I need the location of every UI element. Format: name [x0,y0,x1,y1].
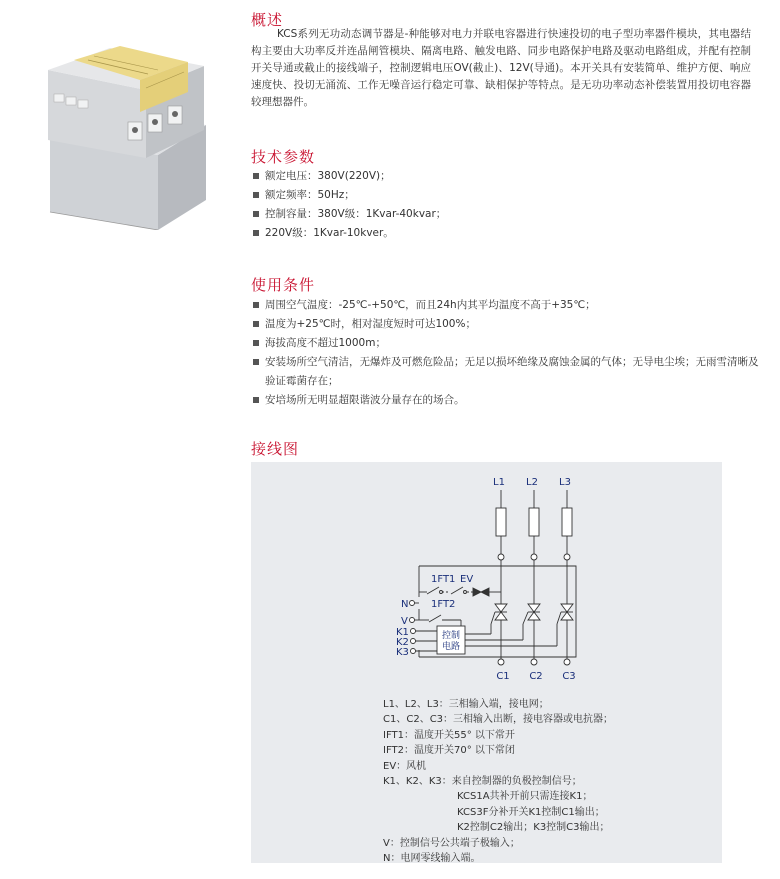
terminal-n-label: N [401,599,409,610]
terminal-k3-label: K3 [396,647,409,658]
control-box-label-2: 电路 [441,642,461,652]
legend-line: K1、K2、K3：来自控制器的负极控制信号； [383,776,582,788]
circuit-schematic [251,462,722,697]
wiring-title: 接线图 [251,440,300,458]
list-item: 安装场所空气清洁，无爆炸及可燃危险品；无足以损坏绝缘及腐蚀金属的气体；无导电尘埃；无雨雪清晰及验证霉菌存在； [251,353,761,391]
list-item: 额定电压：380V(220V)； [251,167,761,186]
legend-line: C1、C2、C3：三相输入出断，接电容器或电抗器； [383,714,614,726]
legend-line: K2控制C2输出；K3控制C3输出； [457,822,610,834]
capacitor-label-c2: C2 [529,671,543,682]
list-item: 额定频率：50Hz； [251,186,761,205]
legend-line: IFT2：温度开关70° 以下常闭 [383,745,515,757]
legend-line: EV：风机 [383,760,427,772]
switch-1ft2-label: 1FT2 [431,599,456,610]
usage-list [251,296,761,410]
overview-title: 概述 [251,11,284,29]
tech-params-title: 技术参数 [251,148,316,166]
product-photo [28,30,228,230]
legend-line: IFT1：温度开关55° 以下常开 [383,729,515,741]
list-item: 温度为+25℃时，相对湿度短时可达100%； [251,315,761,334]
terminal-v-label: V [401,616,408,627]
wiring-legend [383,697,613,866]
legend-line: KCS3F分补开关K1控制C1输出； [457,806,605,818]
list-item: 220V级：1Kvar-10kver。 [251,224,761,243]
list-item: 安培场所无明显超限谐波分量存在的场合。 [251,391,761,410]
switch-1ft1-label: 1FT1 [431,574,456,585]
control-box-label-1: 控制 [441,631,461,641]
legend-line: L1、L2、L3：三相输入端，接电网； [383,699,549,710]
capacitor-label-c1: C1 [496,671,510,682]
list-item: 控制容量：380V级：1Kvar-40kvar； [251,205,761,224]
legend-line: KCS1A共补开前只需连接K1； [457,791,593,803]
terminal-k2-label: K2 [396,637,409,648]
legend-line: N：电网零线输入端。 [383,853,481,865]
list-item: 周围空气温度：-25℃-+50℃，而且24h内其平均温度不高于+35℃； [251,296,761,315]
phase-label-l2: L2 [526,477,538,488]
wiring-diagram [251,462,722,863]
tech-params-list [251,167,761,243]
terminal-k1-label: K1 [396,627,409,638]
usage-title: 使用条件 [251,276,316,294]
phase-label-l3: L3 [559,477,571,488]
capacitor-label-c3: C3 [562,671,576,682]
fan-ev-label: EV [460,574,474,585]
list-item: 海拔高度不超过1000m； [251,334,761,353]
overview-text [251,26,751,111]
overview-body: KCS系列无功动态调节器是-种能够对电力并联电容器进行快速投切的电子型功率器件模块，其电器结构主要由大功率反并连晶闸管模块、隔离电路、触发电路、同步电路保护电路及驱动电路组成，并配有控制开关导通或截止的接线端子，控制逻辑电压OV(截止)、12V(导通)。本开关具有安装简单、维护方便、响应速度快、投切无涌流、工作无噪音运行稳定可靠、缺相保护等特点。是无功功率动态补偿装置用投切电容器较理想器件。 [251,28,751,108]
legend-line: V：控制信号公共端子极输入； [383,837,520,849]
phase-label-l1: L1 [493,477,505,488]
